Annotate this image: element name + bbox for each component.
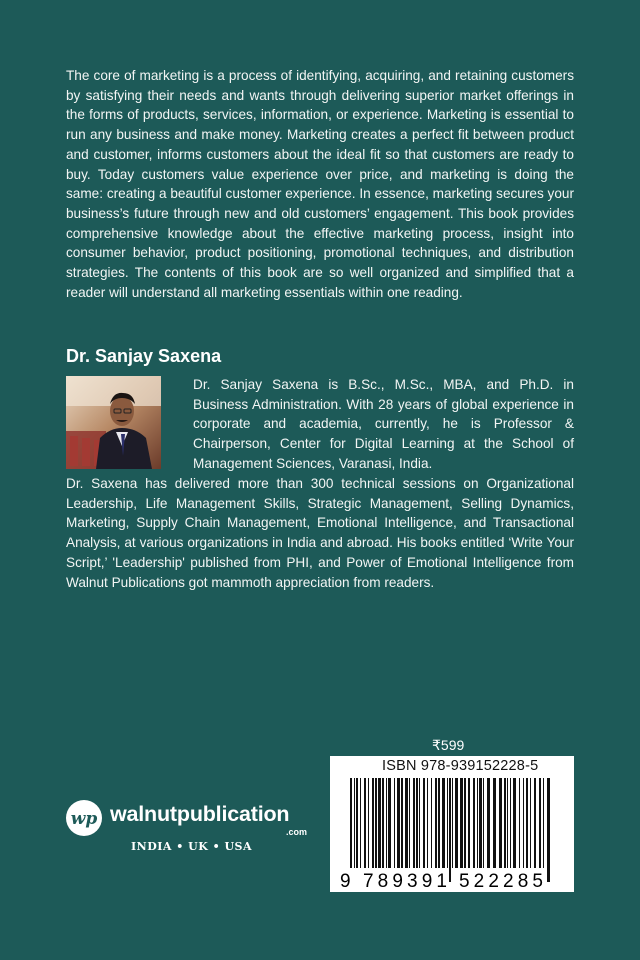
publisher-domain: .com	[286, 827, 308, 837]
author-bio-intro: Dr. Sanjay Saxena is B.Sc., M.Sc., MBA, and Ph.D. in Business Administration. With 28 years of global experience in corporate and academia, currently, he is Professor & Chairperson, Center for Digital Learning at the School of Management Sciences, Varanasi, India.	[193, 377, 574, 471]
barcode-bars	[350, 778, 550, 882]
svg-text:wp: wp	[70, 809, 98, 829]
isbn-barcode	[330, 756, 574, 892]
barcode-digit-first: 9	[340, 871, 351, 892]
publisher-name: walnutpublication	[110, 802, 290, 826]
barcode-digits-right: 522285	[459, 871, 543, 892]
barcode-graphic	[330, 756, 574, 892]
price-label: ₹599	[432, 737, 465, 753]
back-cover-blurb: The core of marketing is a process of identifying, acquiring, and retaining customers by satisfying their needs and wants through delivering superior market offerings in the forms of products, services, information, or experience. Marketing is essential to run any business and make money. Marketing creates a perfect fit between product and customer, informs customers about the ideal fit so that customers are ready to buy. Today customers value experience over price, and marketing is doing the same: creating a beautiful customer experience. In essence, marketing secures your business’s future through new and old customers’ engagement. This book provides comprehensive knowledge about the effective marketing process, insight into consumer behavior, product positioning, promotional techniques, and distribution strategies. The contents of this book are so well organized and simplified that a reader will understand all marketing essentials within one reading.	[66, 68, 574, 300]
isbn-number: ISBN 978-939152228-5	[382, 758, 539, 774]
author-heading: Dr. Sanjay Saxena	[66, 346, 222, 366]
author-portrait-image	[66, 376, 161, 469]
walnut-logo-icon	[66, 800, 102, 836]
author-bio-more: Dr. Saxena has delivered more than 300 technical sessions on Organizational Leadership, Life Management Skills, Strategic Management, Selling Dynamics, Marketing, Supply Chain Management, Emotional Intelligence, and Transactional Analysis, at various organizations in India and abroad. His books entitled ‘Write Your Script,’ 'Leadership' published from PHI, and Power of Emotional Intelligence from Walnut Publications got mammoth appreciation from readers.	[66, 476, 574, 590]
author-photo	[66, 376, 161, 469]
publisher-countries: INDIA • UK • USA	[131, 840, 253, 853]
barcode-digits-left: 789391	[363, 871, 447, 892]
